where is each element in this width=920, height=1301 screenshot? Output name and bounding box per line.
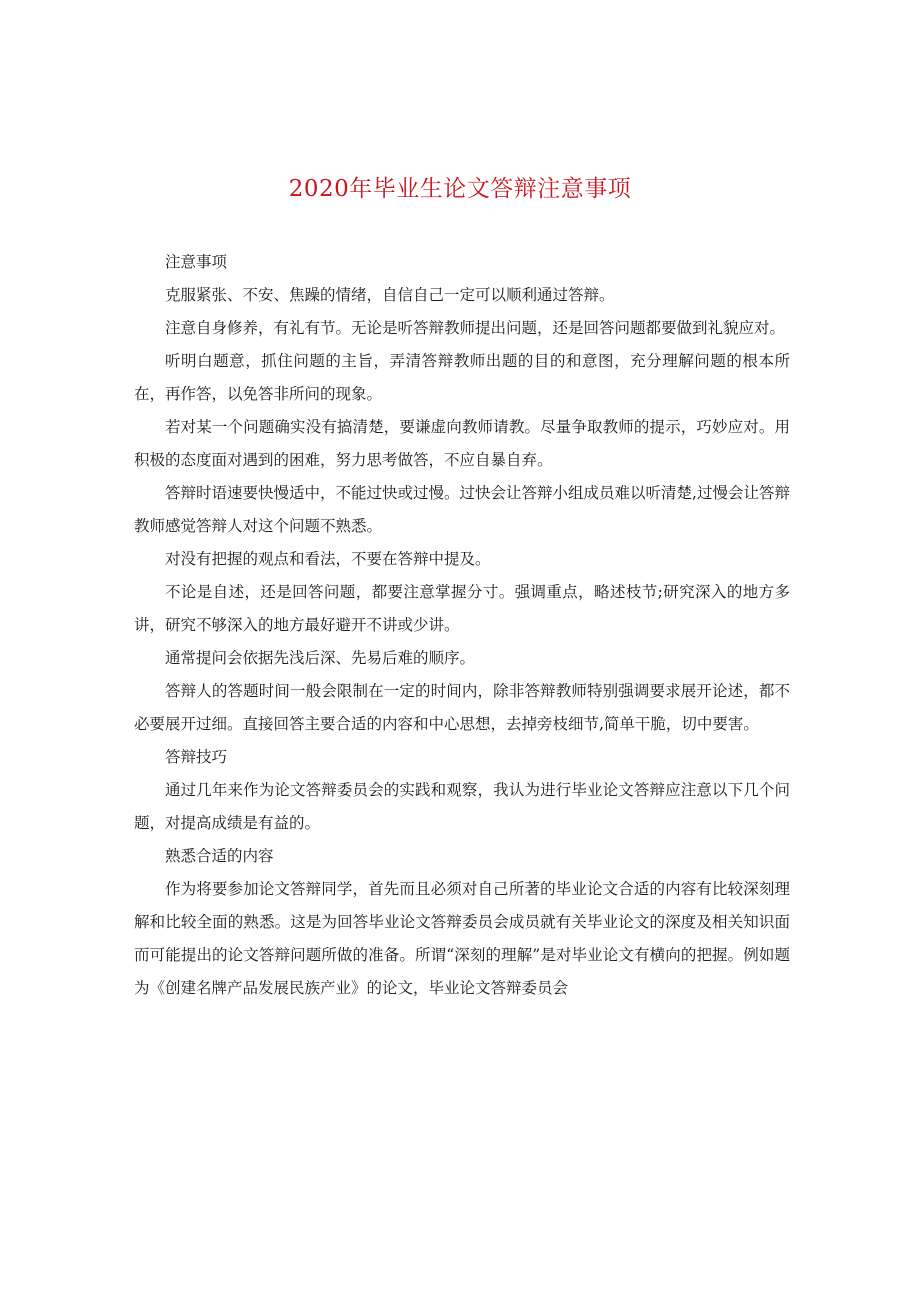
paragraph: 对没有把握的观点和看法，不要在答辩中提及。 — [165, 550, 491, 568]
paragraph: 答辩时语速要快慢适中，不能过快或过慢。过快会让答辩小组成员难以听清楚,过慢会让答辩教师感觉答辩人对这个问题不熟悉。 — [134, 484, 790, 535]
paragraph: 通过几年来作为论文答辩委员会的实践和观察，我认为进行毕业论文答辩应注意以下几个问题，对提高成绩是有益的。 — [134, 781, 790, 832]
document-body — [134, 246, 790, 1005]
section-heading-content: 熟悉合适的内容 — [165, 847, 274, 865]
paragraph: 通常提问会依据先浅后深、先易后难的顺序。 — [165, 649, 476, 667]
section-heading-skills: 答辩技巧 — [165, 748, 228, 766]
section-heading-notes: 注意事项 — [165, 253, 228, 271]
paragraph: 注意自身修养，有礼有节。无论是听答辩教师提出问题，还是回答问题都要做到礼貌应对。 — [165, 319, 786, 337]
document-title: 2020年毕业生论文答辩注意事项 — [288, 176, 632, 202]
paragraph: 作为将要参加论文答辩同学，首先而且必须对自己所著的毕业论文合适的内容有比较深刻理解和比较全面的熟悉。这是为回答毕业论文答辩委员会成员就有关毕业论文的深度及相关知识面而可能提出的论文答辩问题所做的准备。所谓“深刻的理解”是对毕业论文有横向的把握。例如题为《创建名牌产品发展民族产业》的论文，毕业论文答辩委员会 — [134, 880, 790, 997]
paragraph: 克服紧张、不安、焦躁的情绪，自信自己一定可以顺利通过答辩。 — [165, 286, 615, 304]
paragraph: 听明白题意，抓住问题的主旨，弄清答辩教师出题的目的和意图，充分理解问题的根本所在，再作答，以免答非所问的现象。 — [134, 352, 790, 403]
paragraph: 不论是自述，还是回答问题，都要注意掌握分寸。强调重点，略述枝节;研究深入的地方多讲，研究不够深入的地方最好避开不讲或少讲。 — [134, 583, 790, 634]
paragraph: 答辩人的答题时间一般会限制在一定的时间内，除非答辩教师特别强调要求展开论述，都不必要展开过细。直接回答主要合适的内容和中心思想，去掉旁枝细节,简单干脆，切中要害。 — [134, 682, 790, 733]
paragraph: 若对某一个问题确实没有搞清楚，要谦虚向教师请教。尽量争取教师的提示，巧妙应对。用积极的态度面对遇到的困难，努力思考做答，不应自暴自弃。 — [134, 418, 790, 469]
